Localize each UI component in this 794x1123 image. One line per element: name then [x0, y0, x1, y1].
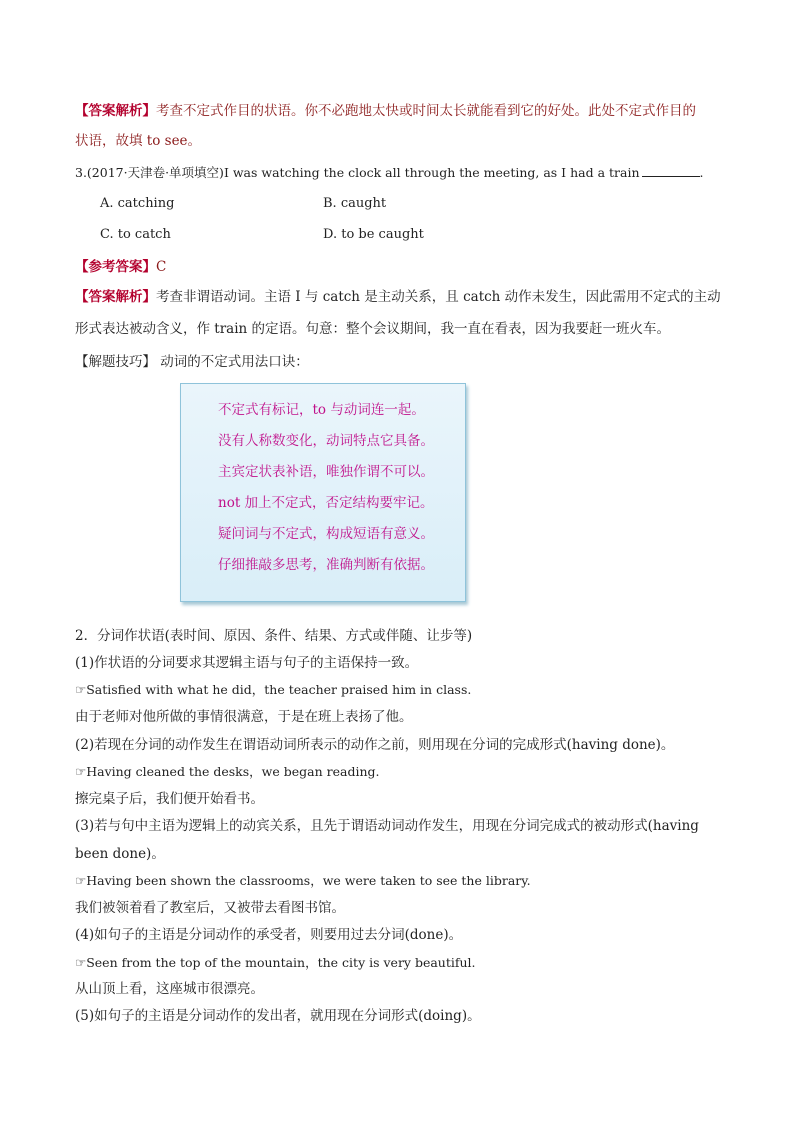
pointing-hand-icon: ☞ [75, 873, 87, 888]
pointing-hand-icon: ☞ [75, 955, 87, 970]
question-stem-end: . [699, 165, 704, 180]
question-3-stem [75, 164, 703, 182]
pointing-hand-icon: ☞ [75, 682, 87, 697]
rhyme-box [180, 383, 466, 602]
rhyme-line-4: not 加上不定式，否定结构要牢记。 [218, 495, 434, 511]
section-2-item-10: 我们被领着看了教室后，又被带去看图书馆。 [75, 900, 345, 916]
answer-blank [642, 164, 700, 177]
example-text: Seen from the top of the mountain，the city is very beautiful. [86, 955, 476, 970]
section-2-item-11: (4)如句子的主语是分词动作的承受者，则要用过去分词(done)。 [75, 927, 463, 943]
answer-analysis-1-line2: 状语，故填 to see。 [75, 133, 202, 149]
rhyme-line-1: 不定式有标记，to 与动词连一起。 [218, 402, 425, 418]
example-line [75, 872, 531, 890]
section-2-item-3: 由于老师对他所做的事情很满意，于是在班上表扬了他。 [75, 709, 413, 725]
section-2-item-13: 从山顶上看，这座城市很漂亮。 [75, 981, 264, 997]
option-b: B. caught [323, 196, 387, 211]
option-c: C. to catch [100, 227, 171, 242]
option-a: A. catching [100, 196, 175, 211]
section-2-item-8: been done)。 [75, 846, 165, 862]
reference-answer-tag: 【参考答案】 [75, 259, 156, 275]
rhyme-line-5: 疑问词与不定式，构成短语有意义。 [218, 526, 434, 542]
section-2-item-14: (5)如句子的主语是分词动作的发出者，就用现在分词形式(doing)。 [75, 1008, 481, 1024]
example-line [75, 681, 471, 699]
reference-answer [75, 258, 166, 276]
rhyme-line-3: 主宾定状表补语，唯独作谓不可以。 [218, 464, 434, 480]
answer-analysis-1-line1 [75, 102, 696, 120]
example-text: Having cleaned the desks，we began reading. [86, 764, 380, 779]
tip-text: 动词的不定式用法口诀： [160, 354, 309, 370]
section-2-item-6: 擦完桌子后，我们便开始看书。 [75, 791, 264, 807]
answer-analysis-2-line1 [75, 288, 721, 306]
example-text: Satisfied with what he did，the teacher praised him in class. [86, 682, 472, 697]
answer-analysis-tag: 【答案解析】 [75, 103, 156, 119]
rhyme-line-6: 仔细推敲多思考，准确判断有依据。 [218, 557, 434, 573]
option-d: D. to be caught [323, 227, 424, 242]
answer-analysis-2-line2: 形式表达被动含义，作 train 的定语。句意：整个会议期间，我一直在看表，因为我要赶一班火车。 [75, 321, 671, 337]
rhyme-line-2: 没有人称数变化，动词特点它具备。 [218, 433, 434, 449]
tip-line [75, 353, 309, 371]
example-line [75, 763, 379, 781]
section-2-item-4: (2)若现在分词的动作发生在谓语动词所表示的动作之前，则用现在分词的完成形式(having done)。 [75, 737, 675, 753]
question-stem-text: 3.(2017·天津卷·单项填空)I was watching the clock all through the meeting, as I had a train [75, 165, 640, 180]
section-2-item-1: (1)作状语的分词要求其逻辑主语与句子的主语保持一致。 [75, 655, 419, 671]
example-text: Having been shown the classrooms，we were taken to see the library. [86, 873, 531, 888]
reference-answer-value: C [156, 259, 167, 275]
answer-analysis-tag: 【答案解析】 [75, 289, 156, 305]
section-2-title: 2．分词作状语(表时间、原因、条件、结果、方式或伴随、让步等) [75, 628, 473, 644]
section-2-item-7: (3)若与句中主语为逻辑上的动宾关系，且先于谓语动词动作发生，用现在分词完成式的被动形式(having [75, 818, 699, 834]
answer-analysis-text: 考查不定式作目的状语。你不必跑地太快或时间太长就能看到它的好处。此处不定式作目的 [156, 103, 696, 119]
example-line [75, 954, 476, 972]
pointing-hand-icon: ☞ [75, 764, 87, 779]
answer-analysis-text: 考查非谓语动词。主语 I 与 catch 是主动关系，且 catch 动作未发生，因此需用不定式的主动 [156, 289, 721, 305]
tip-tag: 【解题技巧】 [75, 354, 156, 370]
